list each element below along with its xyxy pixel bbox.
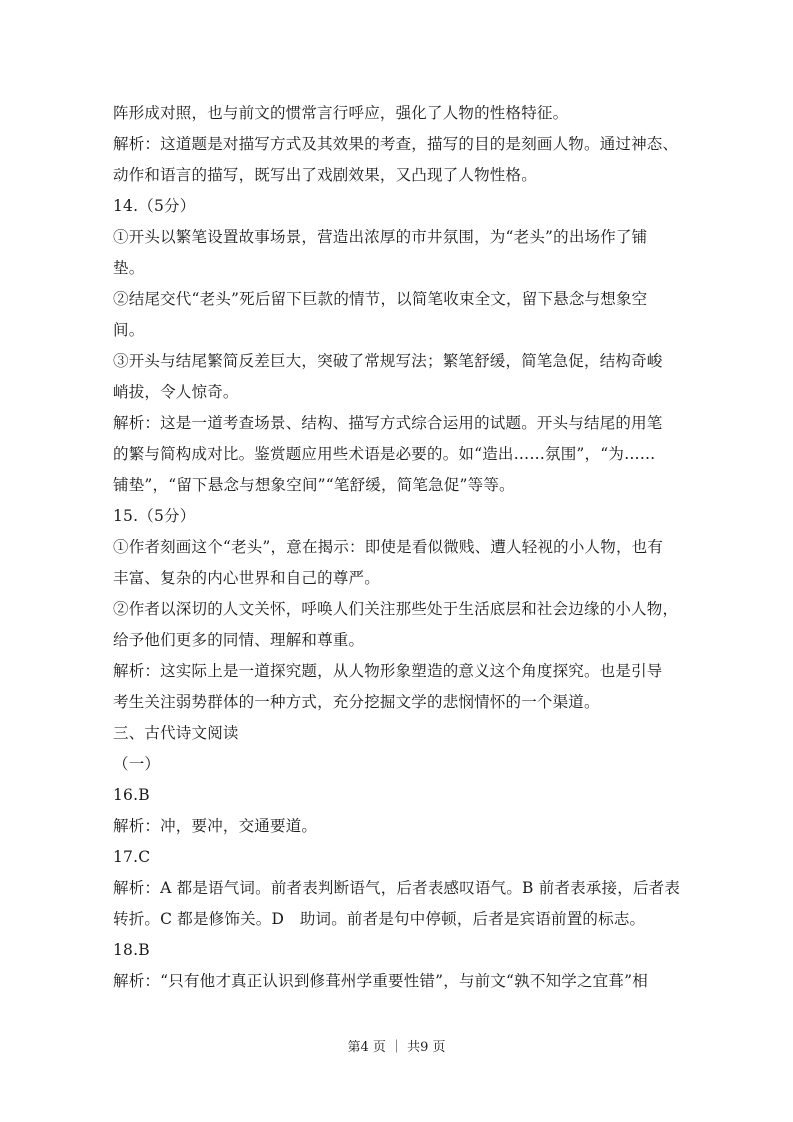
- text-line: 动作和语言的描写，既写出了戏剧效果，又凸现了人物性格。: [113, 166, 537, 184]
- text-line: 解析：这实际上是一道探究题，从人物形象塑造的意义这个角度探究。也是引导: [113, 662, 663, 680]
- text-line: ②作者以深切的人文关怀，呼唤人们关注那些处于生活底层和社会边缘的小人物，: [113, 600, 679, 618]
- question-number: 18.B: [113, 941, 150, 959]
- text-line: 解析：“只有他才真正认识到修葺州学重要性错”，与前文“孰不知学之宜葺”相: [113, 972, 648, 990]
- question-number: 15.（5分）: [113, 507, 196, 525]
- subsection-heading: （一）: [113, 755, 161, 773]
- question-number: 14.（5分）: [113, 197, 196, 215]
- text-line: 解析：冲，要冲，交通要道。: [113, 817, 318, 835]
- text-line: 峭拔，令人惊奇。: [113, 383, 239, 401]
- text-line: 解析：这是一道考查场景、结构、描写方式综合运用的试题。开头与结尾的用笔: [113, 414, 663, 432]
- text-line: ②结尾交代“老头”死后留下巨款的情节，以简笔收束全文，留下悬念与想象空: [113, 290, 648, 308]
- text-line: 解析：A 都是语气词。前者表判断语气，后者表感叹语气。B 前者表承接，后者表: [113, 879, 681, 897]
- text-line: 丰富、复杂的内心世界和自己的尊严。: [113, 569, 380, 587]
- text-line: 转折。C 都是修饰关。D 助词。前者是句中停顿，后者是宾语前置的标志。: [113, 910, 646, 928]
- question-number: 16.B: [113, 786, 150, 804]
- text-line: 垫。: [113, 259, 145, 277]
- text-line: ①作者刻画这个“老头”，意在揭示：即使是看似微贱、遭人轻视的小人物，也有: [113, 538, 664, 556]
- text-line: ①开头以繁笔设置故事场景，营造出浓厚的市井氛围，为“老头”的出场作了铺: [113, 228, 648, 246]
- question-number: 17.C: [113, 848, 151, 866]
- page-footer: 第4 页 ｜ 共9 页: [347, 1040, 446, 1055]
- text-line: 给予他们更多的同情、理解和尊重。: [113, 631, 365, 649]
- text-line: 考生关注弱势群体的一种方式，充分挖掘文学的悲悯情怀的一个渠道。: [113, 693, 600, 711]
- text-line: 铺垫”，“留下悬念与想象空间”“笔舒缓，简笔急促”等等。: [113, 476, 515, 494]
- text-line: 阵形成对照，也与前文的惯常言行呼应，强化了人物的性格特征。: [113, 104, 569, 122]
- section-heading: 三、古代诗文阅读: [113, 724, 239, 742]
- text-line: 间。: [113, 321, 145, 339]
- text-line: ③开头与结尾繁简反差巨大，突破了常规写法；繁笔舒缓，简笔急促，结构奇峻: [113, 352, 663, 370]
- document-body: [113, 98, 683, 997]
- text-line: 解析：这道题是对描写方式及其效果的考查，描写的目的是刻画人物。通过神态、: [113, 135, 679, 153]
- text-line: 的繁与简构成对比。鉴赏题应用些术语是必要的。如“造出……氛围”，“为……: [113, 445, 656, 463]
